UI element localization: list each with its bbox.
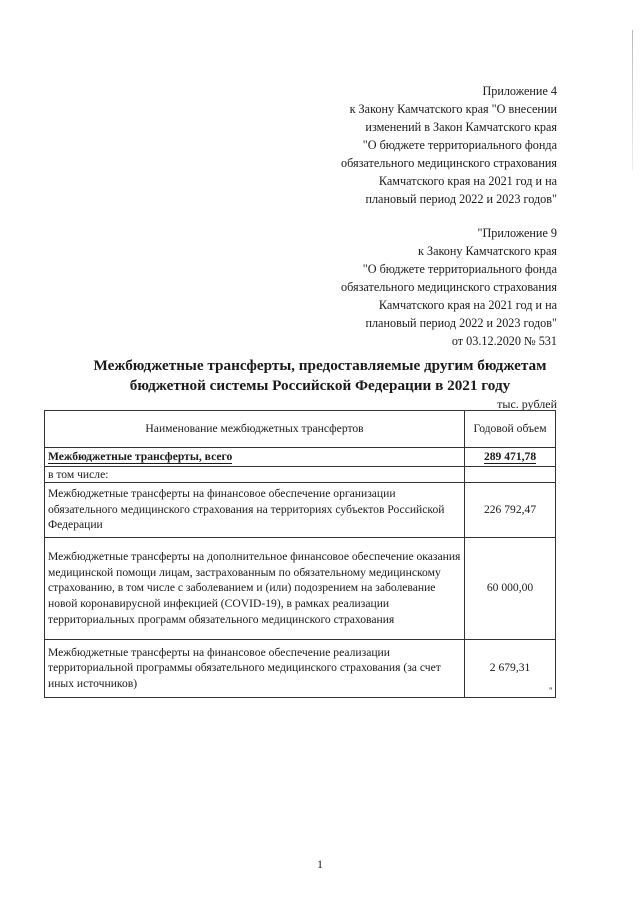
table-row: [45, 640, 556, 698]
table-header-row: [45, 411, 556, 448]
appendix-9-line: обязательного медицинского страхования: [341, 280, 557, 294]
appendix-9-line: плановый период 2022 и 2023 годов": [365, 316, 557, 330]
appendix-4-line: Камчатского края на 2021 год и на: [378, 174, 557, 188]
appendix-4-line: плановый период 2022 и 2023 годов": [365, 192, 557, 206]
appendix-4-line: к Закону Камчатского края "О внесении: [349, 102, 557, 116]
table-row: [45, 483, 556, 538]
transfers-table: [44, 410, 556, 698]
appendix-9-header: [341, 224, 557, 350]
scan-edge-artifact: [632, 30, 633, 170]
appendix-4-line: изменений в Закон Камчатского края: [365, 120, 557, 134]
appendix-9-line: "Приложение 9: [477, 226, 557, 240]
row-value-cell: 2 679,31: [465, 640, 556, 698]
total-name-cell: [45, 448, 465, 467]
appendix-9-line: от 03.12.2020 № 531: [451, 334, 557, 348]
header-name-cell: Наименование межбюджетных трансфертов: [45, 411, 465, 448]
row-name-cell: Межбюджетные трансферты на финансовое обеспечение организации обязательного медицинского страхования на территориях субъектов Российской Федерации: [45, 483, 465, 538]
appendix-9-line: Камчатского края на 2021 год и на: [378, 298, 557, 312]
appendix-9-line: "О бюджете территориального фонда: [362, 262, 557, 276]
row-value-cell: 60 000,00: [465, 538, 556, 640]
total-name-text: Межбюджетные трансферты, всего: [48, 450, 233, 463]
row-value-cell: 226 792,47: [465, 483, 556, 538]
appendix-9-line: к Закону Камчатского края: [418, 244, 557, 258]
document-title-line: Межбюджетные трансферты, предоставляемые другим бюджетам: [93, 357, 547, 374]
closing-quote: ": [549, 686, 553, 696]
subheader-empty-cell: [465, 466, 556, 483]
row-name-cell: Межбюджетные трансферты на дополнительное финансовое обеспечение оказания медицинской помощи лицам, застрахованным по обязательному медицинскому страхованию, в том числе с заболеванием и (или) подозрением на заболевание новой коронавирусной инфекцией (COVID-19), в рамках реализации территориальных программ обязательного медицинского страхования: [45, 538, 465, 640]
appendix-4-line: Приложение 4: [482, 84, 557, 98]
document-title: [40, 356, 600, 396]
subheader-cell: в том числе:: [45, 466, 465, 483]
appendix-4-line: обязательного медицинского страхования: [341, 156, 557, 170]
header-value-cell: Годовой объем: [465, 411, 556, 448]
total-value-cell: [465, 448, 556, 467]
page-number: 1: [317, 857, 323, 871]
table-row: [45, 538, 556, 640]
total-value-text: 289 471,78: [483, 450, 537, 463]
document-title-line: бюджетной системы Российской Федерации в 2021 году: [129, 377, 511, 394]
table-total-row: [45, 448, 556, 467]
appendix-4-header: [341, 82, 557, 208]
table-subheader-row: [45, 466, 556, 483]
row-name-cell: Межбюджетные трансферты на финансовое обеспечение реализации территориальной программы обязательного медицинского страхования (за счет иных источников): [45, 640, 465, 698]
appendix-4-line: "О бюджете территориального фонда: [362, 138, 557, 152]
units-label: тыс. рублей: [497, 397, 557, 411]
